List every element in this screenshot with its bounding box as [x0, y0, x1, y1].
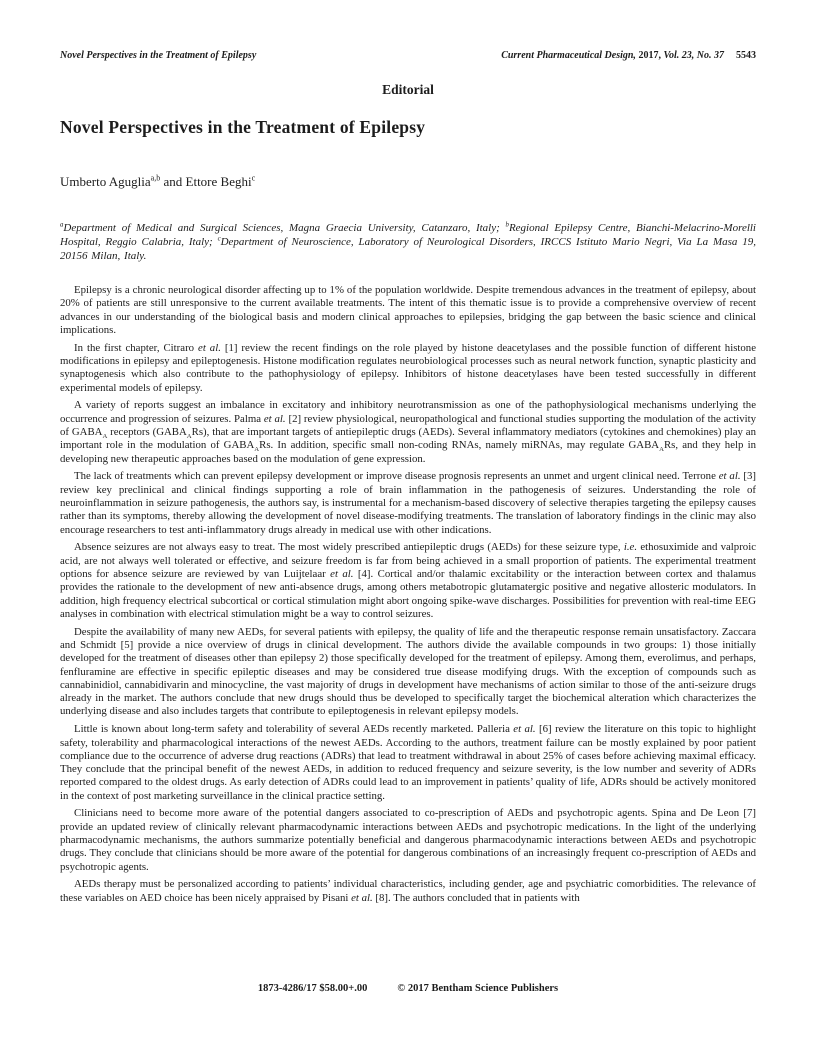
- body-paragraph: The lack of treatments which can prevent epilepsy development or improve disease prognosis represents an unmet and urgent clinical need. Terrone et al. [3] review key preclinical and clinical findings supporting a role of brain inflammation in the pathogenesis of seizures. Understanding the role of neuroinflammation in seizure pathogenesis, the authors say, is instrumental for a mechanism-based discovery of selective therapies targeting the epilepsy causes rather than its symptoms, thereby allowing the development of novel disease-modifying treatments. The translation of laboratory findings in the clinic may also encourage researchers to test anti-inflammatory drugs already in medical use with other indications.: [60, 470, 756, 536]
- body-paragraph: Despite the availability of many new AEDs, for several patients with epilepsy, the quality of life and the therapeutic response remain unsatisfactory. Zaccara and Schmidt [5] provide a nice overview of drugs in clinical development. The authors divide the available compounds in two groups: 1) those initially developed for the treatment of diseases other than epilepsy 2) those specifically developed for the treatment of epilepsy. Among them, everolimus, and perhaps, fenfluramine are effective in specific epileptic diseases and may be considered true disease modifying drugs. With the exception of compounds such as cannabinidiol, cannabidivarin and minocycline, the vast majority of drugs in development have mechanisms of action similar to those of the anti-seizure drugs already in the market. The authors conclude that new drugs should thus be developed to specifically target the biochemical alteration which characterizes the underlying disease and also includes targets that contribute to epileptogenesis in relevant epilepsy models.: [60, 625, 756, 718]
- page-number: 5543: [736, 50, 756, 61]
- authors-line: Umberto Aguglia$^{a,b}$ and Ettore Beghi$^c$: [60, 173, 256, 189]
- section-label: Editorial: [382, 82, 434, 97]
- body-paragraph: Epilepsy is a chronic neurological disorder affecting up to 1% of the population worldwide. Despite tremendous advances in the treatment of epilepsy, about 20% of patients are still unresponsive to the current available treatments. The intent of this thematic issue is to provide a comprehensive overview of recent advances in our understanding of the biological basis and modern clinical approaches to epilepsies, bridging the gap between the basic science and clinical implications.: [60, 284, 756, 336]
- body-paragraph: In the first chapter, Citraro et al. [1] review the recent findings on the role played by histone deacetylases and the possible function of different histone modifications in epilepsy and epileptogenesis. Histone modification regulates neurobiological processes such as neural network function, synaptic plasticity and synaptogenesis which also contribute to the pathophysiology of epilepsy. Inhibitors of histone deacetylases have been tested successfully in different experimental models of epilepsy.: [60, 341, 756, 394]
- running-head-journal-info: [501, 50, 756, 61]
- footer-copyright: © 2017 Bentham Science Publishers: [397, 983, 559, 994]
- body-paragraph: AEDs therapy must be personalized according to patients’ individual characteristics, including gender, age and psychiatric comorbidities. The relevance of these variables on AED choice has been nicely appraised by Pisani et al. [8]. The authors concluded that in patients with: [60, 878, 756, 904]
- article-body: [60, 284, 756, 905]
- running-head-article-title: Novel Perspectives in the Treatment of Epilepsy: [60, 50, 257, 61]
- article-title: Novel Perspectives in the Treatment of Epilepsy: [60, 117, 426, 137]
- running-head: [60, 50, 756, 61]
- body-paragraph: Little is known about long-term safety and tolerability of several AEDs recently marketed. Palleria et al. [6] review the literature on this topic to highlight safety, tolerability and pharmacological interactions of the newest AEDs. According to the authors, treatment failure can be mostly explained by poor patient compliance due to the occurrence of adverse drug reactions (ADRs) that lead to treatment withdrawal in about 25% of cases before achieving maximal efficacy. They conclude that the principal benefit of the newest AEDs, in addition to reduced frequency and seizure severity, is the low number and severity of ADRs reported compared to the oldest drugs. As early detection of ADRs could lead to an improvement in patients’ quality of life, ADRs should be actively monitored in the context of post marketing surveillance in the clinical practice setting.: [60, 723, 756, 802]
- body-paragraph: Absence seizures are not always easy to treat. The most widely prescribed antiepileptic drugs (AEDs) for these seizure type, i.e. ethosuximide and valproic acid, are not always well tolerated or effective, and seizure freedom is far from being achieved in a small proportion of patients. The experimental treatment options for absence seizure are reviewed by van Luijtelaar et al. [4]. Cortical and/or thalamic excitability or the interaction between cortex and thalamus provides the rationale to the development of new anti-absence drugs, among others metabotropic glutamatergic positive and negative allosteric modulators. In addition, high frequency electrical subcortical or cortical stimulation might abort ongoing spike-wave discharges. Possibilities for prevention with real-time EEG analyses in combination with electrical stimulation might be a way to control seizures.: [60, 541, 757, 620]
- body-paragraph: Clinicians need to become more aware of the potential dangers associated to co-prescription of AEDs and psychotropic agents. Spina and De Leon [7] provide an updated review of clinically relevant pharmacodynamic interactions between AEDs and psychotropic medications. In the light of the underlying pharmacodynamic mechanisms, the authors summarize potentially beneficial and dangerous pharmacodynamic interactions between AEDs and psychotropic drugs. They conclude that clinicians should be more aware of the potential for dangerous combinations of an increasingly frequent co-prescription of AEDs and psychotropic agents.: [60, 807, 756, 873]
- page-footer: [0, 983, 816, 994]
- footer-issn-price: 1873-4286/17 $58.00+.00: [257, 983, 368, 994]
- affiliations: $^a$Department of Medical and Surgical Sciences, Magna Graecia University, Catanzaro, Italy; $^b$Regional Epilepsy Centre, Bianchi-Melacrino-Morelli Hospital, Reggio Calabria, Italy; $^c$Department of Neuroscience, Laboratory of Neurological Disorders, IRCCS Istituto Mario Negri, Via La Masa 19, 20156 Milan, Italy.: [60, 221, 757, 262]
- journal-citation: Current Pharmaceutical Design, 2017, Vol. 23, No. 37: [501, 50, 724, 61]
- body-paragraph: A variety of reports suggest an imbalance in excitatory and inhibitory neurotransmission as one of the pathophysiological mechanisms underlying the occurrence and progression of seizures. Palma et al. [2] review physiological, neuropathological and functional studies supporting the modulation of the activity of $GABA_A$ receptors $(GABA_ARs)$, that are important targets of antiepileptic drugs (AEDs). Several inflammatory mediators (cytokines and chemokines) play an important role in the modulation of $GABA_ARs$. In addition, specific small non-coding RNAs, namely miRNAs, may regulate $GABA_ARs$, and they help in developing new therapeutic approaches based on the modulation of gene expression.: [60, 399, 756, 465]
